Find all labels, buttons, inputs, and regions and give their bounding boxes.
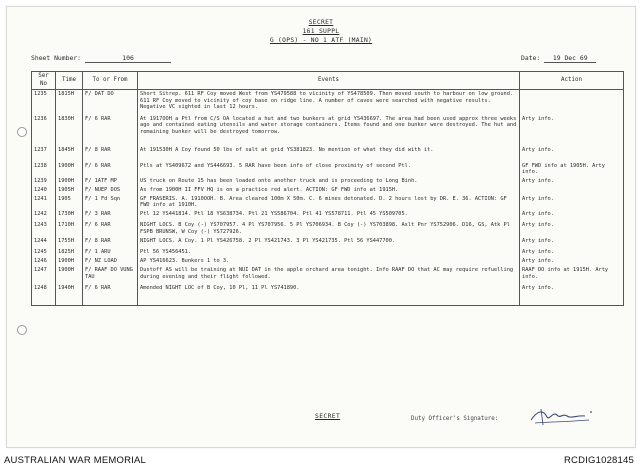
table-row (32, 248, 624, 257)
cell-ser: 1241 (32, 195, 56, 210)
table-row (32, 284, 624, 306)
cell-ser: 1235 (32, 90, 56, 115)
cell-ser: 1240 (32, 186, 56, 195)
cell-ser: 1238 (32, 162, 56, 177)
footer-archive-name: AUSTRALIAN WAR MEMORIAL (4, 455, 147, 466)
cell-action: Arty info. (520, 284, 624, 306)
classification-bottom: SECRET (315, 413, 341, 420)
cell-events: At 1917OOH a Ptl from C/S OA located a hut and two bunkers at grid YS436697. The area had been used approx three weeks ago and contained eating utensils and water storage containers. Items found and one bunker were destroyed. The hut and remaining bunker will be destroyed tomorrow. (138, 115, 520, 146)
cell-time: 1900H (56, 162, 83, 177)
table-row (32, 186, 624, 195)
document-page (6, 6, 636, 448)
log-table-header (32, 72, 624, 90)
cell-ser: 1246 (32, 257, 56, 266)
cell-action: RAAF DO info at 1915H. Arty info. (520, 266, 624, 284)
col-header-ser: Ser No (32, 72, 56, 90)
col-header-time: Time (56, 72, 83, 90)
classification-top: SECRET (308, 19, 334, 26)
cell-to-from: F/ 6 RAR (83, 284, 138, 306)
cell-time: 1830H (56, 115, 83, 146)
cell-action: Arty info. (520, 177, 624, 186)
cell-action: Arty info. (520, 237, 624, 248)
table-row (32, 90, 624, 115)
handwritten-signature (527, 403, 597, 429)
cell-to-from: F/ RAAF DO VUNG TAU (83, 266, 138, 284)
cell-ser: 1242 (32, 210, 56, 221)
cell-action: GF FWD info at 1905H. Arty info. (520, 162, 624, 177)
cell-events: Ptl 12 YS441814. Ptl 18 YS638734. Ptl 21 YS586704. Ptl 41 YS578711. Ptl 45 YS509705. (138, 210, 520, 221)
cell-events: US truck on Route 15 has been loaded onto another truck and is proceeding to Long Binh. (138, 177, 520, 186)
cell-to-from: F/ 1ATF MP (83, 177, 138, 186)
table-row (32, 195, 624, 210)
cell-action: Arty info. (520, 221, 624, 237)
cell-action: Arty info. (520, 195, 624, 210)
cell-events: NIGHT LOCS. A Coy. 1 Pl YS426758. 2 Pl YS421743. 3 Pl YS421735. Ptl 56 YS447700. (138, 237, 520, 248)
cell-action: Arty info. (520, 146, 624, 162)
col-header-events: Events (138, 72, 520, 90)
punch-hole (17, 127, 27, 137)
cell-ser: 1243 (32, 221, 56, 237)
table-row (32, 146, 624, 162)
cell-events: Dustoff AS will be training at NUI DAT in the apple orchard area tonight. Info RAAF DO that AC may require refuelling during evening and their flight followed. (138, 266, 520, 284)
cell-events: AP YS416623. Bunkers 1 to 3. (138, 257, 520, 266)
cell-to-from: F/ NUEP DOS (83, 186, 138, 195)
date-value: 19 Dec 69 (544, 54, 596, 63)
table-row (32, 266, 624, 284)
cell-ser: 1245 (32, 248, 56, 257)
cell-to-from: F/ 6 RAR (83, 162, 138, 177)
cell-time: 1755H (56, 237, 83, 248)
table-row (32, 162, 624, 177)
table-row (32, 115, 624, 146)
col-header-to-from: To or From (83, 72, 138, 90)
cell-ser: 1244 (32, 237, 56, 248)
cell-events: Ptl 56 YS456451. (138, 248, 520, 257)
cell-ser: 1247 (32, 266, 56, 284)
cell-time: 1815H (56, 90, 83, 115)
cell-to-from: F/ 1 ARU (83, 248, 138, 257)
table-row (32, 177, 624, 186)
signature-label: Duty Officer's Signature: (411, 416, 499, 422)
cell-to-from: F/ 3 RAR (83, 210, 138, 221)
punch-hole (17, 325, 27, 335)
cell-action (520, 90, 624, 115)
cell-time: 1900H (56, 177, 83, 186)
headquarters-title: G (OPS) - NO 1 ATF (MAIN) (269, 37, 373, 44)
cell-time: 1905H (56, 186, 83, 195)
cell-action: Arty info. (520, 248, 624, 257)
cell-events: As from 1900H II FFV HQ is on a practice red alert. ACTION: GF FWD info at 1915H. (138, 186, 520, 195)
cell-to-from: F/ 6 RAR (83, 221, 138, 237)
cell-events: Short Sitrep. 611 RF Coy moved West from YS479588 to vicinity of YS478509. Then moved south to harbour on low ground. 611 RF Coy moved to vicinity of coy base on ridge line. A number of caves were searched with negative results. Negative VC sighted in last 12 hours. (138, 90, 520, 115)
cell-events: At 191530H A Coy found 50 lbs of salt at grid YS381823. No mention of what they did with it. (138, 146, 520, 162)
cell-to-from: F/ 1 Fd Sqn (83, 195, 138, 210)
cell-to-from: F/ 8 RAR (83, 237, 138, 248)
cell-time: 1845H (56, 146, 83, 162)
table-row (32, 257, 624, 266)
cell-events: GF FRASERIS. A. 1910OOH. B. Area cleared 100m X 50m. C. 6 mines detonated. D. 2 hours lost by DR. E. 36. ACTION: GF FWD info at 1910H. (138, 195, 520, 210)
date-field (521, 54, 596, 63)
footer-record-id: RCDIG1028145 (564, 455, 634, 466)
table-row (32, 221, 624, 237)
cell-action: Arty info. (520, 210, 624, 221)
log-table-body (32, 90, 624, 306)
sheet-number-value: 106 (85, 54, 171, 63)
cell-ser: 1248 (32, 284, 56, 306)
cell-ser: 1236 (32, 115, 56, 146)
cell-events: Ptls at YS409672 and YS446693. 5 RAR have been info of close proximity of second Ptl. (138, 162, 520, 177)
sheet-number-label: Sheet Number: (31, 54, 82, 62)
table-row (32, 237, 624, 248)
cell-time: 1940H (56, 284, 83, 306)
cell-time: 1710H (56, 221, 83, 237)
cell-time: 1900H (56, 266, 83, 284)
cell-to-from: F/ NZ LOAD (83, 257, 138, 266)
log-table (31, 71, 624, 306)
cell-ser: 1239 (32, 177, 56, 186)
cell-to-from: F/ 6 RAR (83, 115, 138, 146)
unit-title: 161 SUPPL (302, 28, 340, 35)
col-header-action: Action (520, 72, 624, 90)
cell-time: 1900H (56, 257, 83, 266)
cell-time: 1905 (56, 195, 83, 210)
cell-events: NIGHT LOCS. B Coy (-) YS707957. 4 Pl YS707956. 5 Pl YS706934. B Coy (-) YS703898. Aslt Pnr YS752906. D16, GS, Atk Pl FSPB BRUNSW, W Coy (-) YS727926. (138, 221, 520, 237)
date-label: Date: (521, 54, 541, 62)
cell-events: Amended NIGHT LOC of B Coy, 10 Pl, 11 Pl YS741890. (138, 284, 520, 306)
cell-action: Arty info. (520, 115, 624, 146)
sheet-number-field (31, 54, 171, 63)
cell-time: 1730H (56, 210, 83, 221)
cell-time: 1825H (56, 248, 83, 257)
cell-action: Arty info. (520, 257, 624, 266)
cell-to-from: F/ 8 RAR (83, 146, 138, 162)
cell-action (520, 186, 624, 195)
table-row (32, 210, 624, 221)
cell-ser: 1237 (32, 146, 56, 162)
cell-to-from: F/ DAT DO (83, 90, 138, 115)
